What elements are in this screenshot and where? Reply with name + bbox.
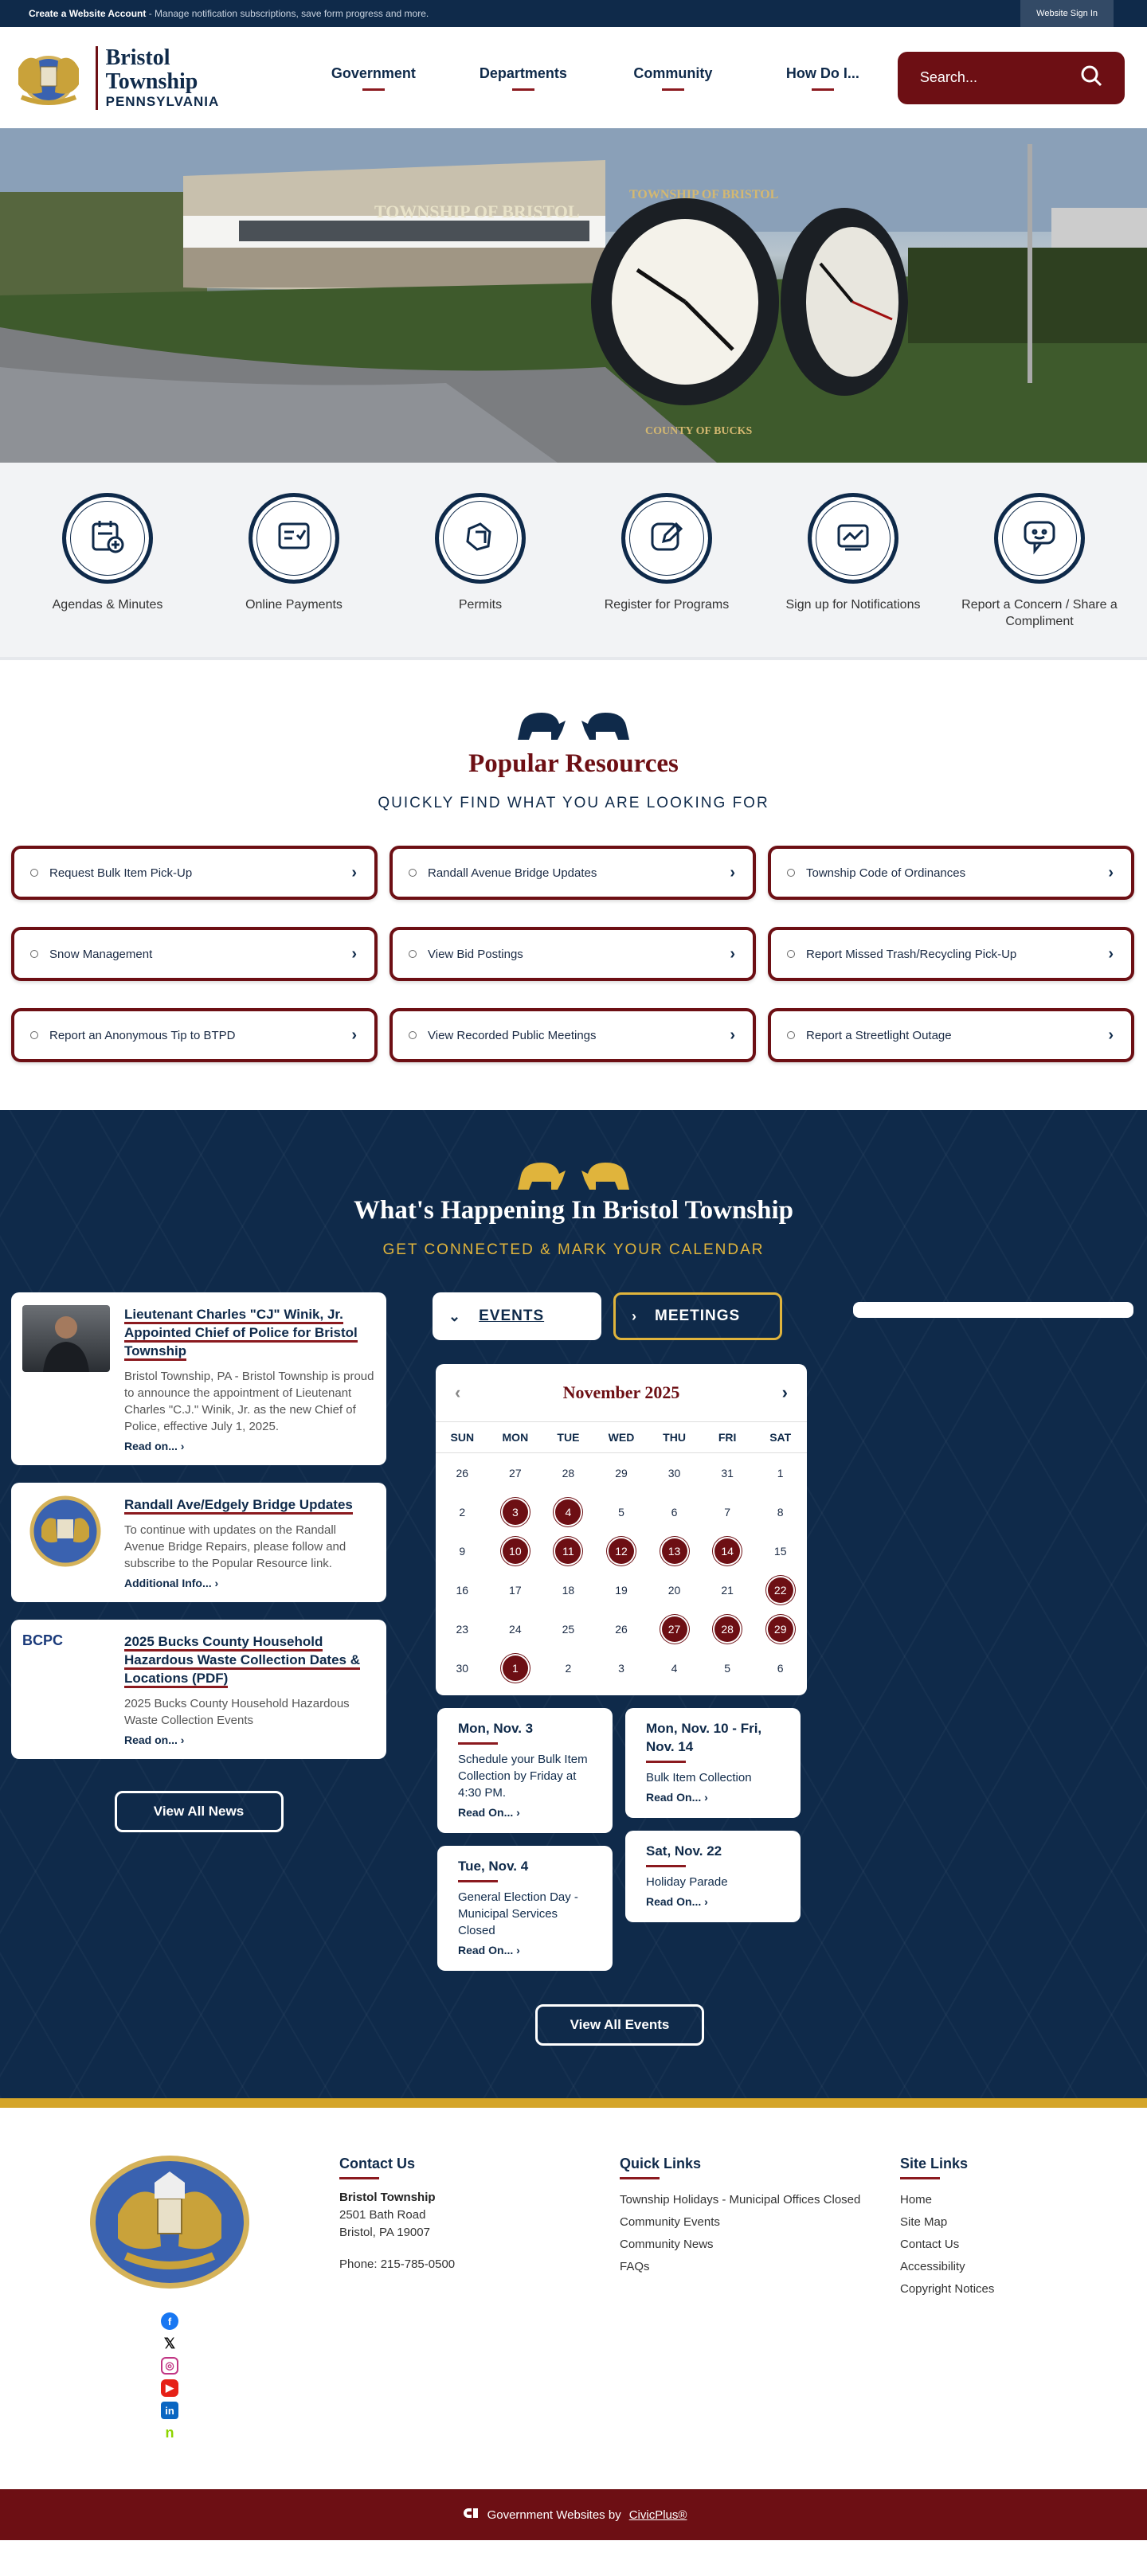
weekday-label: FRI [718,1431,737,1444]
news-read-more[interactable] [124,1440,375,1452]
civicplus-credit-bar [0,2489,1147,2540]
weekday-label: MON [502,1431,529,1444]
resource-label: Request Bulk Item Pick-Up [49,866,193,880]
calendar-day[interactable]: 5 [618,1505,624,1519]
quick-link-notifications[interactable] [760,493,946,657]
resource-label: Report Missed Trash/Recycling Pick-Up [806,947,1017,961]
happening-subtitle: GET CONNECTED & MARK YOUR CALENDAR [382,1241,765,1258]
footer-township-seal [90,2156,249,2289]
quick-link-circle [249,493,339,584]
event-date: Mon, Nov. 10 - Fri, Nov. 14 [646,1719,780,1763]
chevron-right-icon: › [180,1440,185,1452]
calendar-day[interactable]: 7 [724,1505,731,1519]
resource-link[interactable] [390,927,756,981]
quick-links-bar [0,463,1147,660]
payment-form-icon [275,518,313,560]
prev-month-button[interactable]: ‹ [455,1382,461,1402]
events-column [433,1292,807,2046]
footer-quick-link[interactable]: Township Holidays - Municipal Offices Closed [620,2193,861,2207]
site-title-state: PENNSYLVANIA [105,93,220,109]
calendar-month: November 2025 [562,1382,680,1402]
news-title[interactable]: 2025 Bucks County Household Hazardous Waste Collection Dates & Locations (PDF) [124,1634,360,1688]
news-item[interactable] [11,1483,386,1602]
news-read-more[interactable] [124,1577,375,1589]
calendar-day[interactable]: 30 [667,1466,681,1480]
calendar-day[interactable]: 24 [509,1622,522,1636]
calendar-day[interactable]: 25 [562,1622,575,1636]
calendar-day[interactable]: 29 [615,1466,628,1480]
footer-site-links-heading: Site Links [900,2156,1123,2179]
quick-link-agendas[interactable] [14,493,201,657]
event-read-more[interactable] [646,1895,780,1908]
bullet-icon [30,950,38,958]
resource-link[interactable] [11,846,378,900]
calendar-day-with-event[interactable]: 4 [555,1499,581,1525]
chevron-right-icon: › [704,1791,708,1804]
nav-community[interactable]: Community [598,65,748,91]
footer-phone[interactable]: Phone: 215-785-0500 [339,2257,456,2271]
news-title[interactable]: Lieutenant Charles "CJ" Winik, Jr. Appointed Chief of Police for Bristol Township [124,1307,358,1361]
nav-how-do-i[interactable]: How Do I... [748,65,898,91]
resource-label: Report an Anonymous Tip to BTPD [49,1028,236,1042]
event-card[interactable] [437,1708,613,1833]
calendar-day[interactable]: 27 [509,1466,522,1480]
event-card[interactable] [625,1708,801,1818]
chevron-right-icon: › [730,944,735,963]
footer-quick-link[interactable]: Community News [620,2238,714,2251]
calendar-day[interactable]: 3 [618,1661,624,1675]
facebook-icon[interactable]: f [161,2312,178,2330]
chevron-right-icon: › [516,1806,520,1819]
calendar-day-with-event[interactable]: 28 [714,1616,740,1642]
chevron-right-icon: › [351,1026,357,1044]
quick-link-label: Report a Concern / Share a Compliment [961,598,1118,628]
calendar-day[interactable]: 26 [615,1622,628,1636]
popular-resources-title: Popular Resources [468,749,679,778]
calendar-day-with-event[interactable]: 29 [768,1616,793,1642]
resource-link[interactable] [768,927,1134,981]
footer-site-links [900,2156,1123,2441]
event-title: Holiday Parade [646,1875,728,1889]
calendar-grid [436,1453,807,1687]
social-links [161,2312,178,2441]
quick-link-circle [808,493,898,584]
nav-government[interactable]: Government [299,65,448,91]
lions-emblem-icon [0,1155,1147,1193]
chat-feedback-icon [1020,518,1059,560]
news-column [11,1292,386,2046]
resource-link[interactable] [11,1008,378,1062]
resource-link[interactable] [11,927,378,981]
quick-link-circle [435,493,526,584]
quick-link-permits[interactable] [387,493,574,657]
calendar-day[interactable]: 19 [615,1583,628,1597]
weekday-label: SUN [450,1431,475,1444]
calendar-day[interactable]: 5 [724,1661,731,1675]
chevron-right-icon: › [632,1308,637,1324]
event-read-more-label: Read On... [458,1806,514,1819]
resource-link[interactable] [390,1008,756,1062]
weekday-label: TUE [557,1431,580,1444]
news-body: Bristol Township, PA - Bristol Township is proud to announce the appointment of Lieutenant Charles "C.J." Winik, Jr. as the new Chief of Police, effective July 1, 2025. [124,1370,374,1433]
calendar-weekdays [436,1421,807,1453]
chevron-right-icon: › [1108,944,1114,963]
footer-quick-links-heading: Quick Links [620,2156,900,2179]
chevron-right-icon: › [730,1026,735,1044]
event-date: Sat, Nov. 22 [646,1842,780,1867]
search-icon[interactable] [1080,64,1102,91]
documents-icon [461,518,499,560]
calendar-day-with-event[interactable]: 10 [503,1538,528,1564]
calendar-week [436,1531,807,1570]
credit-prefix: Government Websites by [487,2508,621,2522]
news-read-more-label: Read on... [124,1440,178,1452]
whats-happening-section [0,1110,1147,2108]
calendar-header [436,1364,807,1421]
resource-link[interactable] [390,846,756,900]
quick-link-label: Online Payments [245,598,343,612]
resource-link[interactable] [768,846,1134,900]
quick-link-circle [621,493,712,584]
news-item[interactable] [11,1292,386,1465]
news-body: To continue with updates on the Randall Avenue Bridge Repairs, please follow and subscribe to the Popular Resource link. [124,1523,346,1570]
event-title: Schedule your Bulk Item Collection by Friday at 4:30 PM. [458,1753,588,1800]
chevron-right-icon: › [214,1577,219,1589]
calendar-day[interactable]: 18 [562,1583,575,1597]
create-account-notice[interactable] [29,8,429,19]
calendar-day[interactable]: 8 [777,1505,784,1519]
footer-contact-heading: Contact Us [339,2156,620,2179]
footer-quick-links [620,2156,900,2441]
calendar-day[interactable]: 6 [671,1505,678,1519]
resource-label: Randall Avenue Bridge Updates [428,866,597,880]
top-bar [0,0,1147,27]
calendar-add-icon [88,518,127,560]
footer-contact [339,2156,620,2441]
hero-image [0,128,1147,463]
calendar-day-with-event[interactable]: 3 [503,1499,528,1525]
event-read-more[interactable] [646,1791,780,1804]
linkedin-icon[interactable]: in [161,2402,178,2419]
view-all-news-button[interactable]: View All News [115,1791,284,1832]
event-cards [437,1708,807,1984]
township-seal-logo[interactable] [10,44,88,112]
tab-events[interactable] [433,1292,601,1340]
site-header [0,27,1147,128]
popular-resources-subtitle: QUICKLY FIND WHAT YOU ARE LOOKING FOR [378,795,769,811]
calendar-day[interactable]: 23 [456,1622,469,1636]
bullet-icon [787,869,795,877]
event-date: Mon, Nov. 3 [458,1719,592,1745]
chevron-right-icon: › [1108,1026,1114,1044]
footer-address-line1: 2501 Bath Road [339,2208,426,2222]
quick-link-register[interactable] [574,493,760,657]
tab-meetings-label: MEETINGS [655,1308,741,1324]
sign-in-button[interactable]: Website Sign In [1020,0,1114,27]
calendar-day[interactable]: 17 [509,1583,522,1597]
youtube-icon[interactable]: ▶ [161,2379,178,2397]
popular-resources-section [0,660,1147,1110]
chevron-right-icon: › [351,944,357,963]
event-read-more-label: Read On... [646,1791,702,1804]
calendar-day[interactable]: 26 [456,1466,469,1480]
event-read-more-label: Read On... [646,1895,702,1908]
footer-site-link[interactable]: Accessibility [900,2260,965,2273]
chevron-down-icon: ⌄ [448,1308,462,1324]
bullet-icon [409,1031,417,1039]
footer-quick-link[interactable]: Community Events [620,2215,720,2229]
next-month-button[interactable]: › [781,1382,788,1402]
footer-site-link[interactable]: Copyright Notices [900,2282,995,2296]
calendar-day-with-event[interactable]: 13 [662,1538,687,1564]
x-icon[interactable]: 𝕏 [161,2335,178,2352]
bullet-icon [30,1031,38,1039]
event-card[interactable] [437,1846,613,1971]
create-account-desc: - Manage notification subscriptions, save form progress and more. [146,8,429,19]
calendar-day-with-event[interactable]: 11 [555,1538,581,1564]
calendar-day[interactable]: 9 [459,1544,466,1558]
event-tabs [433,1292,807,1340]
event-card[interactable] [625,1831,801,1922]
quick-link-report-concern[interactable] [946,493,1133,657]
chevron-right-icon: › [180,1734,185,1746]
chevron-right-icon: › [1108,863,1114,881]
resource-label: View Bid Postings [428,947,523,961]
instagram-icon[interactable]: ◎ [161,2357,178,2375]
event-read-more[interactable] [458,1806,592,1819]
bullet-icon [409,950,417,958]
bullet-icon [787,1031,795,1039]
site-footer [0,2108,1147,2489]
resource-label: Snow Management [49,947,153,961]
calendar-week [436,1492,807,1531]
calendar-day[interactable]: 28 [562,1466,575,1480]
news-thumbnail [22,1632,110,1656]
happening-title: What's Happening In Bristol Township [353,1196,794,1225]
event-title: Bulk Item Collection [646,1771,752,1784]
footer-site-link[interactable]: Site Map [900,2215,948,2229]
calendar-day[interactable]: 20 [667,1583,681,1597]
event-read-more[interactable] [458,1944,592,1956]
search-input[interactable]: Search... [919,69,977,85]
calendar-day[interactable]: 1 [777,1466,784,1480]
bcpc-logo-text: BCPC [22,1632,64,1648]
calendar-day[interactable]: 16 [456,1583,469,1597]
calendar-week [436,1570,807,1609]
nav-departments[interactable]: Departments [448,65,598,91]
footer-quick-link[interactable]: FAQs [620,2260,650,2273]
calendar-day-with-event[interactable]: 1 [503,1655,528,1681]
news-read-more-label: Additional Info... [124,1577,212,1589]
clock-text: TOWNSHIP OF BRISTOL [629,188,779,201]
main-nav [299,65,898,91]
weekday-label: WED [608,1431,635,1444]
event-read-more-label: Read On... [458,1944,514,1956]
bullet-icon [787,950,795,958]
footer-contact-name: Bristol Township [339,2191,436,2204]
tab-meetings[interactable] [613,1292,782,1340]
calendar-day[interactable]: 15 [773,1544,787,1558]
calendar-day[interactable]: 2 [459,1505,466,1519]
news-title[interactable]: Randall Ave/Edgely Bridge Updates [124,1497,353,1515]
news-read-more[interactable] [124,1734,375,1746]
calendar-day[interactable]: 4 [671,1661,678,1675]
footer-seal-column [0,2156,339,2441]
quick-link-circle [62,493,153,584]
quick-link-payments[interactable] [201,493,387,657]
resource-label: View Recorded Public Meetings [428,1028,597,1042]
building-sign-text: TOWNSHIP OF BRISTOL [374,201,580,221]
weekday-label: THU [663,1431,686,1444]
resource-label: Township Code of Ordinances [806,866,966,880]
view-all-events-button[interactable]: View All Events [535,2004,704,2046]
bullet-icon [30,869,38,877]
news-body: 2025 Bucks County Household Hazardous Waste Collection Events [124,1697,350,1727]
chevron-right-icon: › [351,863,357,881]
calendar-week [436,1453,807,1492]
news-thumbnail [27,1495,104,1567]
quick-link-label: Sign up for Notifications [785,598,921,612]
bullet-icon [409,869,417,877]
chevron-right-icon: › [704,1895,708,1908]
calendar-day-with-event[interactable]: 12 [609,1538,634,1564]
clock-bottom-text: COUNTY OF BUCKS [645,425,753,437]
site-title[interactable] [96,46,267,110]
footer-site-link[interactable]: Contact Us [900,2238,960,2251]
chevron-right-icon: › [730,863,735,881]
quick-link-label: Permits [458,598,503,612]
create-account-link[interactable]: Create a Website Account [29,8,147,19]
events-calendar [436,1364,807,1695]
news-read-more-label: Read on... [124,1734,178,1746]
calendar-day[interactable]: 30 [456,1661,469,1675]
meetings-panel-placeholder [853,1302,1133,1318]
tab-events-label: EVENTS [479,1308,545,1324]
chevron-right-icon: › [516,1944,520,1956]
event-title: General Election Day - Municipal Services Closed [458,1890,578,1937]
nextdoor-icon[interactable]: n [161,2424,178,2441]
calendar-day[interactable]: 2 [565,1661,572,1675]
quick-link-label: Register for Programs [604,598,730,612]
footer-site-link[interactable]: Home [900,2193,933,2207]
calendar-day-with-event[interactable]: 22 [768,1577,793,1603]
quick-link-label: Agendas & Minutes [52,598,163,612]
calendar-week [436,1648,807,1687]
calendar-day-with-event[interactable]: 27 [662,1616,687,1642]
calendar-day-with-event[interactable]: 14 [714,1538,740,1564]
search-box[interactable] [898,52,1125,104]
calendar-day[interactable]: 31 [721,1466,734,1480]
civicplus-logo-icon [460,2507,480,2523]
calendar-day[interactable]: 6 [777,1661,784,1675]
resource-link[interactable] [768,1008,1134,1062]
resource-label: Report a Streetlight Outage [806,1028,952,1042]
news-item[interactable] [11,1620,386,1759]
quick-link-circle [994,493,1085,584]
weekday-label: SAT [769,1431,792,1444]
civicplus-link[interactable]: CivicPlus® [628,2508,687,2522]
news-thumbnail [22,1305,110,1372]
notification-chart-icon [834,518,872,560]
calendar-week [436,1609,807,1648]
lions-emblem-icon [11,705,1136,746]
calendar-day[interactable]: 21 [721,1583,734,1597]
footer-address-line2: Bristol, PA 19007 [339,2226,430,2239]
site-title-main: Bristol Township [105,45,198,94]
edit-pencil-icon [648,518,686,560]
event-date: Tue, Nov. 4 [458,1857,592,1882]
resource-grid [11,846,1136,1062]
